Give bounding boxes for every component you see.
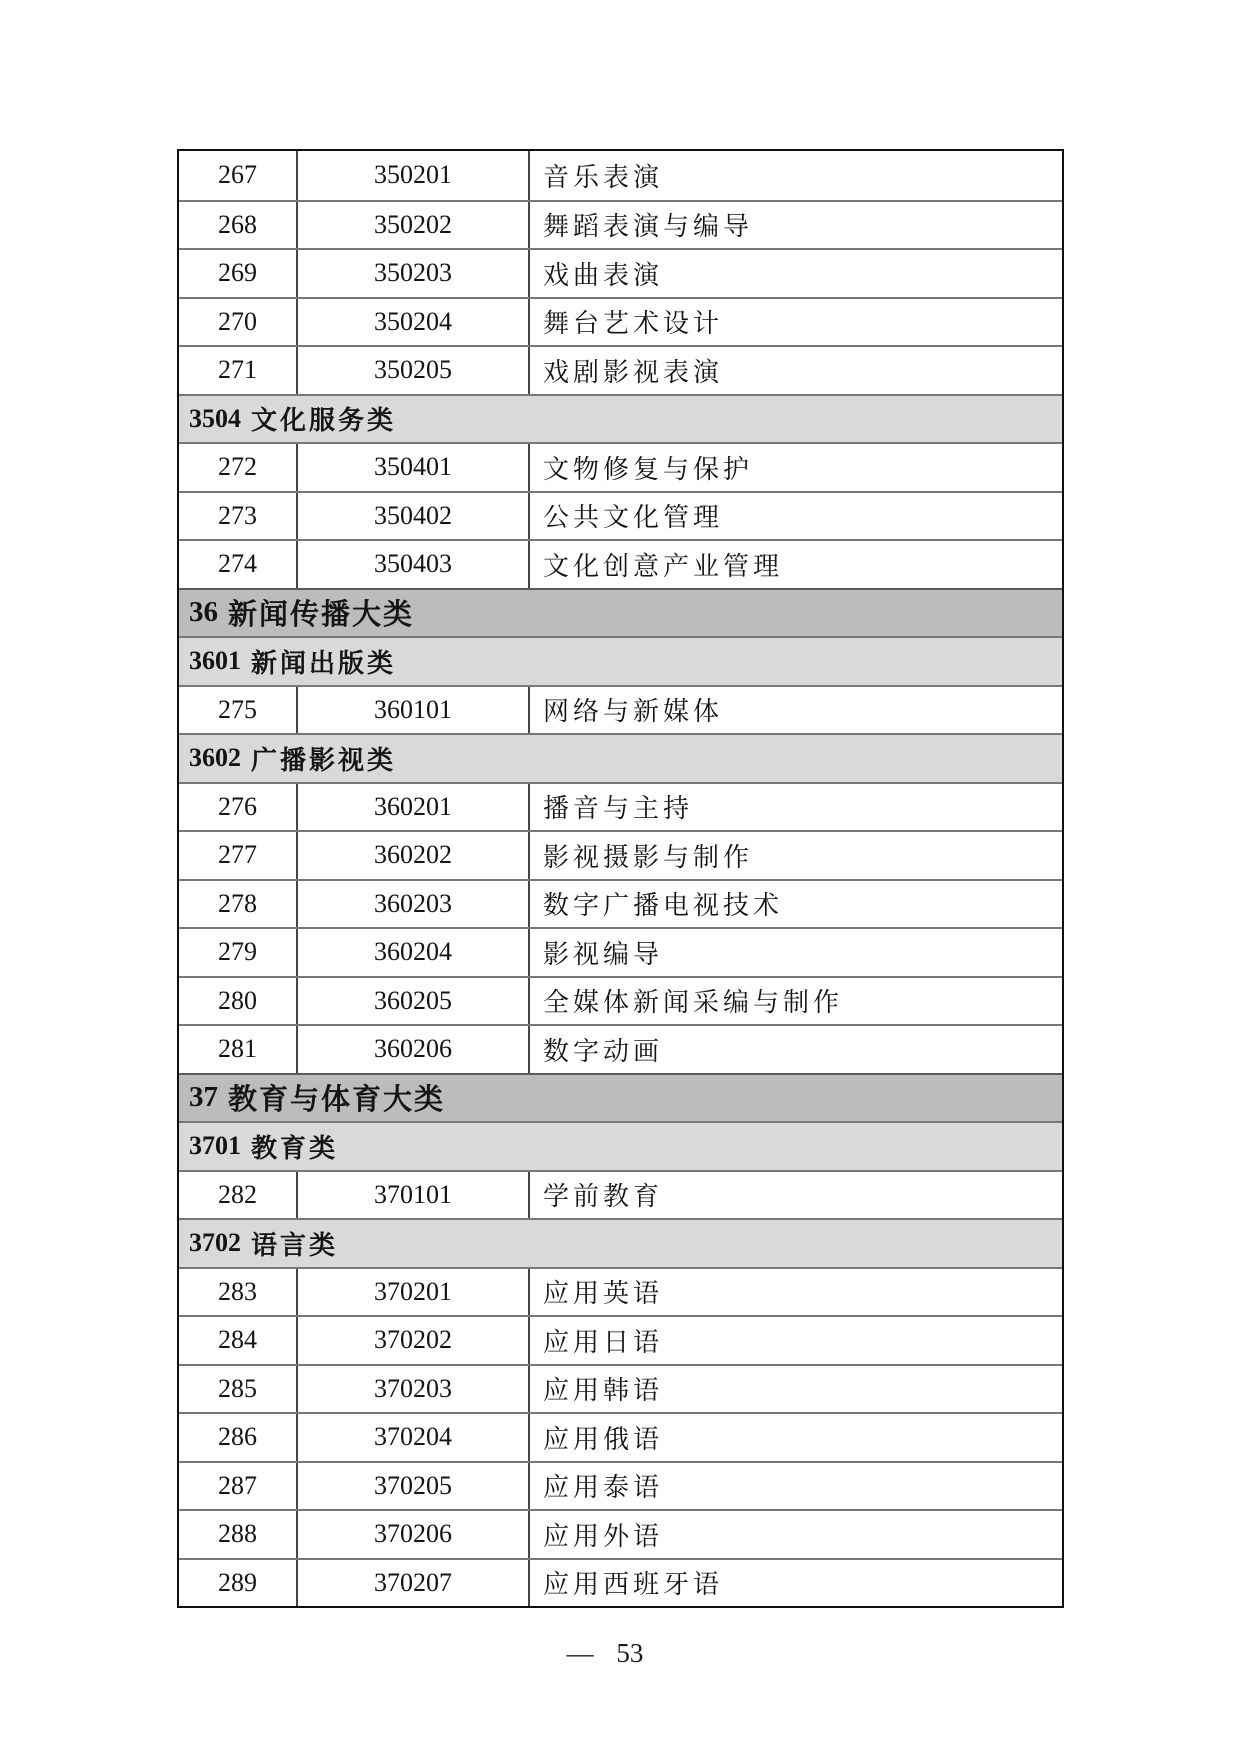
- code-cell: 370101: [298, 1172, 530, 1219]
- name-cell: 网络与新媒体: [543, 697, 724, 727]
- category-header-row: [179, 1073, 1062, 1122]
- name-cell: 文化创意产业管理: [543, 551, 784, 581]
- name-cell: 应用英语: [543, 1279, 664, 1309]
- table-row: [179, 1461, 1062, 1510]
- table-row: [179, 1509, 1062, 1558]
- category-header-row: [179, 588, 1062, 637]
- seq-cell: 269: [179, 250, 298, 297]
- table-row: [179, 1267, 1062, 1316]
- header-title: 文化服务类: [251, 406, 397, 436]
- seq-cell: 284: [179, 1317, 298, 1364]
- subcategory-header-row: [179, 733, 1062, 782]
- seq-cell: 277: [179, 832, 298, 879]
- code-cell: 350402: [298, 493, 530, 540]
- seq-cell: 280: [179, 978, 298, 1025]
- header-code: 3701: [189, 1131, 241, 1161]
- name-cell: 应用日语: [543, 1327, 664, 1357]
- table-row: [179, 1024, 1062, 1073]
- seq-cell: 272: [179, 444, 298, 491]
- header-code: 3702: [189, 1228, 241, 1258]
- table-row: [179, 442, 1062, 491]
- name-cell: 数字广播电视技术: [543, 891, 784, 921]
- name-cell: 文物修复与保护: [543, 454, 754, 484]
- header-code: 36: [189, 596, 218, 629]
- table-row: [179, 491, 1062, 540]
- code-cell: 370206: [298, 1511, 530, 1558]
- name-cell: 戏剧影视表演: [543, 357, 724, 387]
- table-row: [179, 830, 1062, 879]
- code-cell: 360205: [298, 978, 530, 1025]
- page-number: — 53: [566, 1638, 644, 1668]
- table-row: [179, 685, 1062, 734]
- header-title: 教育与体育大类: [228, 1084, 446, 1117]
- header-title: 教育类: [251, 1133, 339, 1163]
- name-cell: 舞台艺术设计: [543, 309, 724, 339]
- seq-cell: 289: [179, 1560, 298, 1607]
- name-cell: 戏曲表演: [543, 260, 664, 290]
- header-title: 新闻出版类: [251, 648, 397, 678]
- name-cell: 应用韩语: [543, 1376, 664, 1406]
- header-code: 3601: [189, 646, 241, 676]
- name-cell: 播音与主持: [543, 794, 694, 824]
- header-code: 37: [189, 1081, 218, 1114]
- seq-cell: 283: [179, 1269, 298, 1316]
- table-row: [179, 879, 1062, 928]
- table-row: [179, 1412, 1062, 1461]
- table-row: [179, 927, 1062, 976]
- code-cell: 360206: [298, 1026, 530, 1073]
- seq-cell: 276: [179, 784, 298, 831]
- table-row: [179, 1315, 1062, 1364]
- table-row: [179, 1558, 1062, 1607]
- code-cell: 370203: [298, 1366, 530, 1413]
- code-cell: 370204: [298, 1414, 530, 1461]
- seq-cell: 288: [179, 1511, 298, 1558]
- code-cell: 360101: [298, 687, 530, 734]
- table-row: [179, 976, 1062, 1025]
- table-row: [179, 782, 1062, 831]
- subcategory-header-row: [179, 1121, 1062, 1170]
- seq-cell: 281: [179, 1026, 298, 1073]
- code-cell: 350401: [298, 444, 530, 491]
- header-title: 语言类: [251, 1230, 339, 1260]
- name-cell: 影视编导: [543, 939, 664, 969]
- seq-cell: 285: [179, 1366, 298, 1413]
- code-cell: 350403: [298, 541, 530, 588]
- name-cell: 音乐表演: [543, 162, 664, 192]
- code-cell: 360203: [298, 881, 530, 928]
- name-cell: 应用外语: [543, 1521, 664, 1551]
- name-cell: 应用泰语: [543, 1473, 664, 1503]
- code-cell: 350204: [298, 299, 530, 346]
- majors-code-table: [177, 149, 1064, 1608]
- name-cell: 影视摄影与制作: [543, 842, 754, 872]
- code-cell: 350201: [298, 151, 530, 200]
- code-cell: 360202: [298, 832, 530, 879]
- code-cell: 360204: [298, 929, 530, 976]
- code-cell: 370207: [298, 1560, 530, 1607]
- seq-cell: 271: [179, 347, 298, 394]
- seq-cell: 287: [179, 1463, 298, 1510]
- table-row: [179, 1364, 1062, 1413]
- seq-cell: 274: [179, 541, 298, 588]
- code-cell: 350205: [298, 347, 530, 394]
- header-title: 广播影视类: [251, 745, 397, 775]
- seq-cell: 286: [179, 1414, 298, 1461]
- seq-cell: 270: [179, 299, 298, 346]
- subcategory-header-row: [179, 636, 1062, 685]
- table-row: [179, 297, 1062, 346]
- code-cell: 370205: [298, 1463, 530, 1510]
- header-code: 3504: [189, 403, 241, 433]
- name-cell: 全媒体新闻采编与制作: [543, 988, 844, 1018]
- seq-cell: 268: [179, 202, 298, 249]
- header-title: 新闻传播大类: [228, 599, 415, 632]
- subcategory-header-row: [179, 394, 1062, 443]
- seq-cell: 275: [179, 687, 298, 734]
- code-cell: 350203: [298, 250, 530, 297]
- name-cell: 公共文化管理: [543, 503, 724, 533]
- name-cell: 数字动画: [543, 1036, 664, 1066]
- name-cell: 舞蹈表演与编导: [543, 212, 754, 242]
- seq-cell: 278: [179, 881, 298, 928]
- table-row: [179, 248, 1062, 297]
- seq-cell: 282: [179, 1172, 298, 1219]
- name-cell: 应用西班牙语: [543, 1570, 724, 1600]
- table-row: [179, 200, 1062, 249]
- seq-cell: 279: [179, 929, 298, 976]
- header-code: 3602: [189, 743, 241, 773]
- table-row: [179, 345, 1062, 394]
- code-cell: 350202: [298, 202, 530, 249]
- code-cell: 370202: [298, 1317, 530, 1364]
- table-row: [179, 1170, 1062, 1219]
- name-cell: 学前教育: [543, 1182, 664, 1212]
- seq-cell: 267: [179, 151, 298, 200]
- subcategory-header-row: [179, 1218, 1062, 1267]
- table-row: [179, 151, 1062, 200]
- table-row: [179, 539, 1062, 588]
- code-cell: 360201: [298, 784, 530, 831]
- code-cell: 370201: [298, 1269, 530, 1316]
- seq-cell: 273: [179, 493, 298, 540]
- name-cell: 应用俄语: [543, 1424, 664, 1454]
